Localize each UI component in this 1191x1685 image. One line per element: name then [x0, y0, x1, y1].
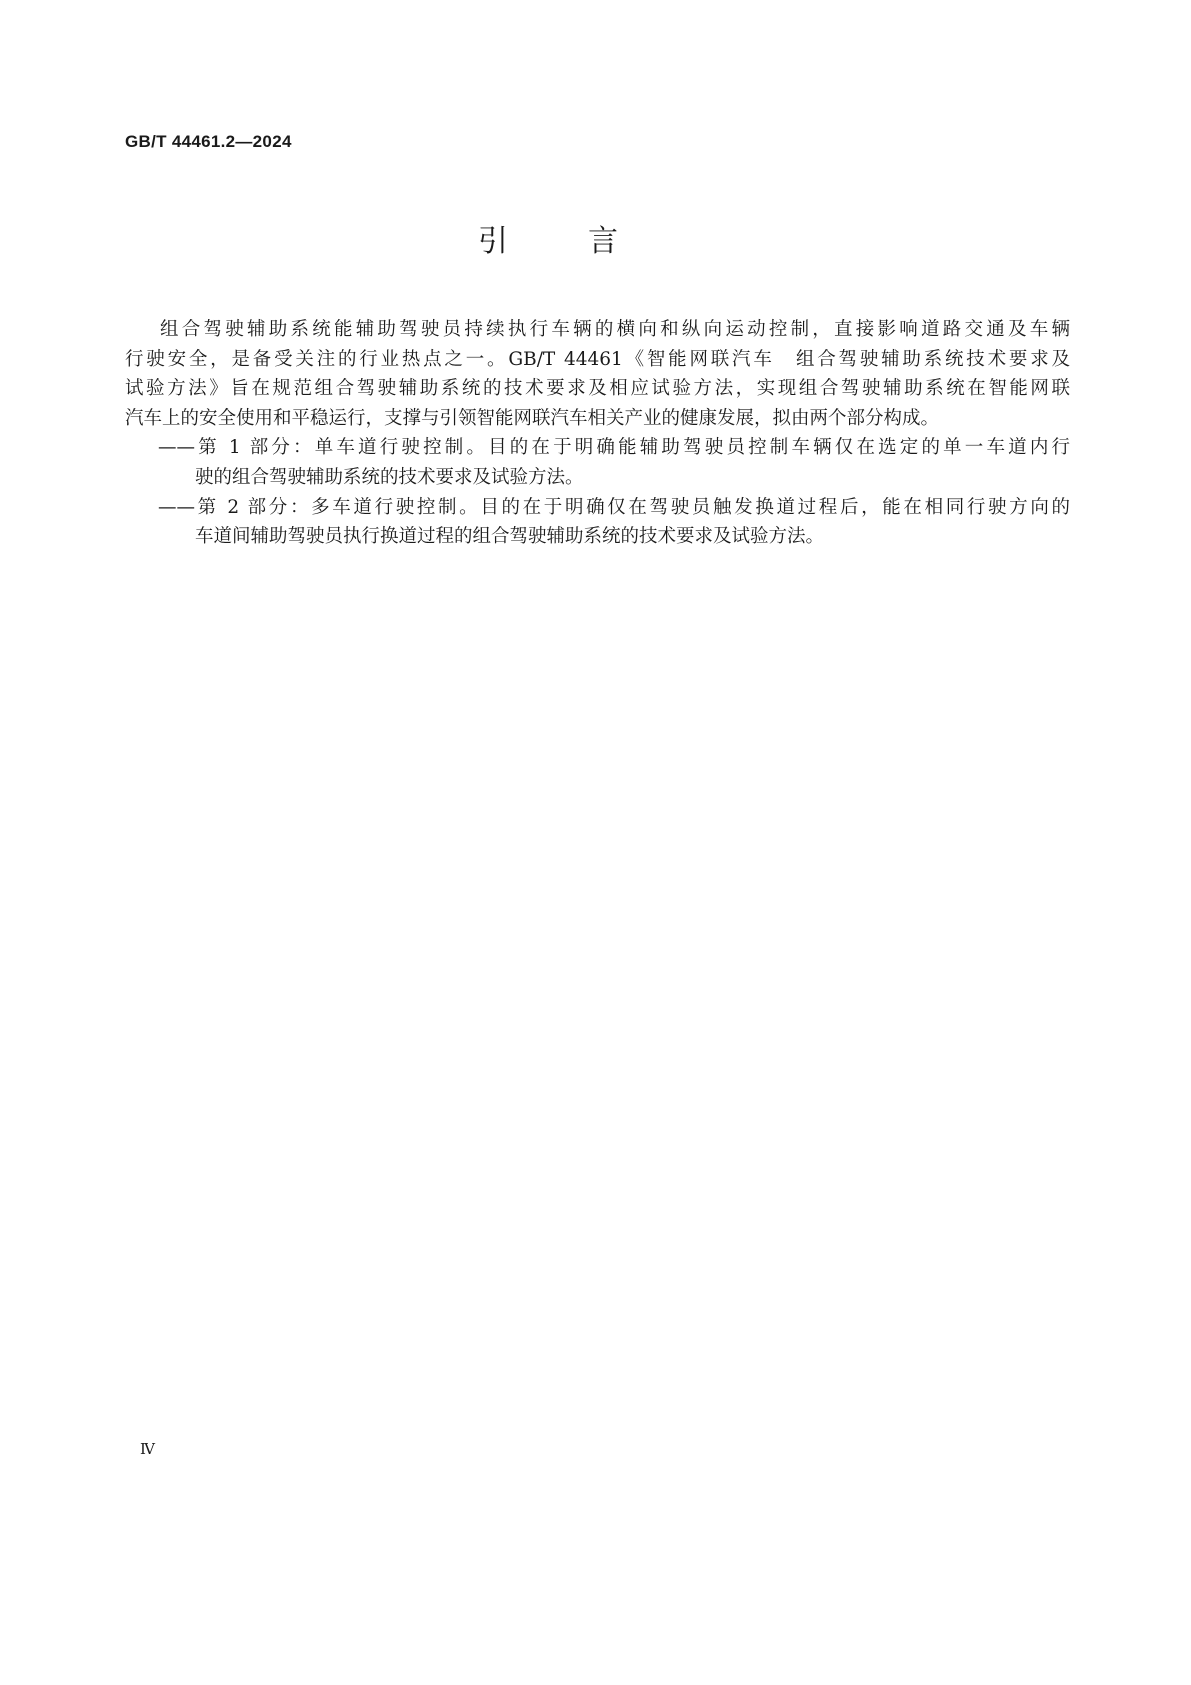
part-list-item-1 — [125, 433, 1070, 492]
paragraph-line: 试验方法》旨在规范组合驾驶辅助系统的技术要求及相应试验方法，实现组合驾驶辅助系统在智能网联 — [125, 378, 1070, 400]
part-list-item-2 — [125, 493, 1070, 552]
paragraph-line: 组合驾驶辅助系统能辅助驾驶员持续执行车辆的横向和纵向运动控制，直接影响道路交通及车辆 — [160, 319, 1070, 340]
list-item-line: ——第 1 部分：单车道行驶控制。目的在于明确能辅助驾驶员控制车辆仅在选定的单一车道内行 — [158, 437, 1070, 459]
list-item-line: 驶的组合驾驶辅助系统的技术要求及试验方法。 — [195, 466, 584, 488]
paragraph-line: 汽车上的安全使用和平稳运行，支撑与引领智能网联汽车相关产业的健康发展，拟由两个部分构成。 — [125, 407, 940, 429]
list-item-line: 车道间辅助驾驶员执行换道过程的组合驾驶辅助系统的技术要求及试验方法。 — [195, 526, 825, 548]
introduction-body — [125, 315, 1070, 552]
paragraph-line: 行驶安全，是备受关注的行业热点之一。GB/T 44461《智能网联汽车 组合驾驶辅助系统技术要求及 — [125, 348, 1070, 370]
page-title — [478, 222, 618, 262]
list-item-line: ——第 2 部分：多车道行驶控制。目的在于明确仅在驾驶员触发换道过程后，能在相同行驶方向的 — [158, 496, 1070, 518]
page-number: Ⅳ — [140, 1440, 155, 1458]
introduction-paragraph — [125, 315, 1070, 433]
title-char-2: 言 — [588, 224, 618, 259]
standard-number: GB/T 44461.2—2024 — [125, 132, 292, 151]
part-list — [125, 433, 1070, 551]
title-char-1: 引 — [478, 224, 508, 259]
